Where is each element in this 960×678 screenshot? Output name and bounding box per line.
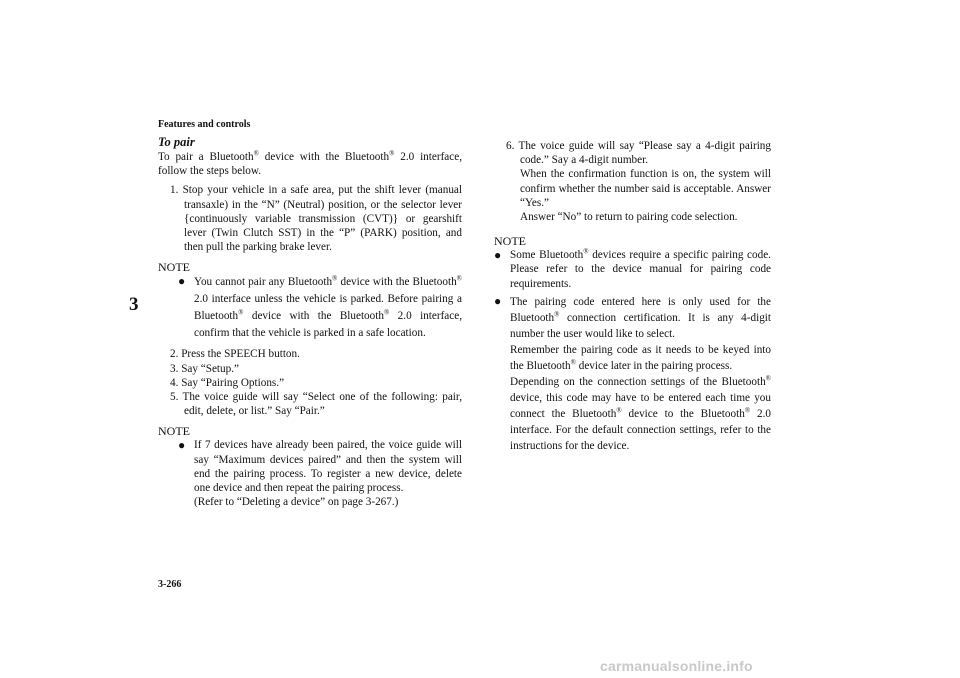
registered-mark: ® [389,149,395,158]
note-1-text: You cannot pair any Bluetooth® device with the Bluetooth® 2.0 interface unless the vehicle is parked. Before pairing a Bluetooth® device with the Bluetooth® 2.0 interface, confirm that the vehicle is parked in a safe location. [194,274,462,340]
registered-mark: ® [332,274,338,283]
registered-mark: ® [456,274,462,283]
left-column [158,134,462,509]
note-3a-text: Some Bluetooth® devices require a specific pairing code. Please refer to the device manual for pairing code requirements. [510,247,771,290]
registered-mark: ® [570,358,576,367]
note-2-text: If 7 devices have already been paired, the voice guide will say “Maximum devices paired” and then the system will end the pairing process. To register a new device, delete one device and then repeat the pairing process. [194,439,462,495]
right-column [494,139,771,454]
running-header: Features and controls [158,119,251,130]
bullet-icon: ● [494,293,502,308]
note-3b-text-2: Remember the pairing code as it needs to be keyed into the Bluetooth® device later in the pairing process. [510,343,771,372]
note-3a-bullet [494,248,771,291]
registered-mark: ® [616,406,622,415]
intro-paragraph: To pair a Bluetooth® device with the Bluetooth® 2.0 interface, follow the steps below. [158,149,462,178]
bullet-icon: ● [178,438,186,453]
step-6-confirm: When the confirmation function is on, the system will confirm whether the number said is acceptable. Answer “Yes.” [520,168,771,209]
registered-mark: ® [383,308,390,317]
step-4: 4. Say “Pairing Options.” [170,376,285,389]
note-label-1: NOTE [158,260,190,275]
note-3b-text-3: Depending on the connection settings of the Bluetooth® device, this code may have to be entered each time you connect the Bluetooth® device to the Bluetooth® 2.0 interface. For the default connection settings, refer to the instructions for the device. [510,374,771,452]
step-1: 1. Stop your vehicle in a safe area, put the shift lever (manual transaxle) in the “N” (Neutral) position, or the selector lever {continuously variable transmission (CVT)} or gearshift lever (Twin Clutch SST) in the “P” (PARK) position, and then pull the parking brake lever. [170,184,462,254]
registered-mark: ® [583,247,589,256]
registered-mark: ® [744,406,751,415]
section-title: To pair [158,135,195,149]
note-3b-text-1: The pairing code entered here is only used for the Bluetooth® connection certification. It is any 4-digit number the user would like to select. [510,295,771,340]
note-2-bullet [178,438,462,509]
step-6-no: Answer “No” to return to pairing code selection. [520,211,738,224]
bullet-icon: ● [494,248,502,263]
registered-mark: ® [765,374,771,383]
step-3: 3. Say “Setup.” [170,362,239,375]
step-6: 6. The voice guide will say “Please say a 4-digit pairing code.” Say a 4-digit number. [506,140,771,167]
page-number: 3-266 [158,579,182,590]
section-tab: 3 [129,294,139,315]
note-3b-bullet [494,294,771,454]
registered-mark: ® [238,308,244,317]
bullet-icon: ● [178,274,186,289]
registered-mark: ® [554,310,560,319]
note-2-reference: (Refer to “Deleting a device” on page 3-267.) [194,496,399,509]
note-label-3: NOTE [494,234,526,249]
watermark: carmanualsonline.info [600,658,753,674]
note-1-bullet [178,274,462,342]
note-label-2: NOTE [158,424,190,439]
registered-mark: ® [253,149,259,158]
step-2: 2. Press the SPEECH button. [170,348,300,361]
step-5: 5. The voice guide will say “Select one of the following: pair, edit, delete, or list.” Say “Pair.” [170,391,462,418]
